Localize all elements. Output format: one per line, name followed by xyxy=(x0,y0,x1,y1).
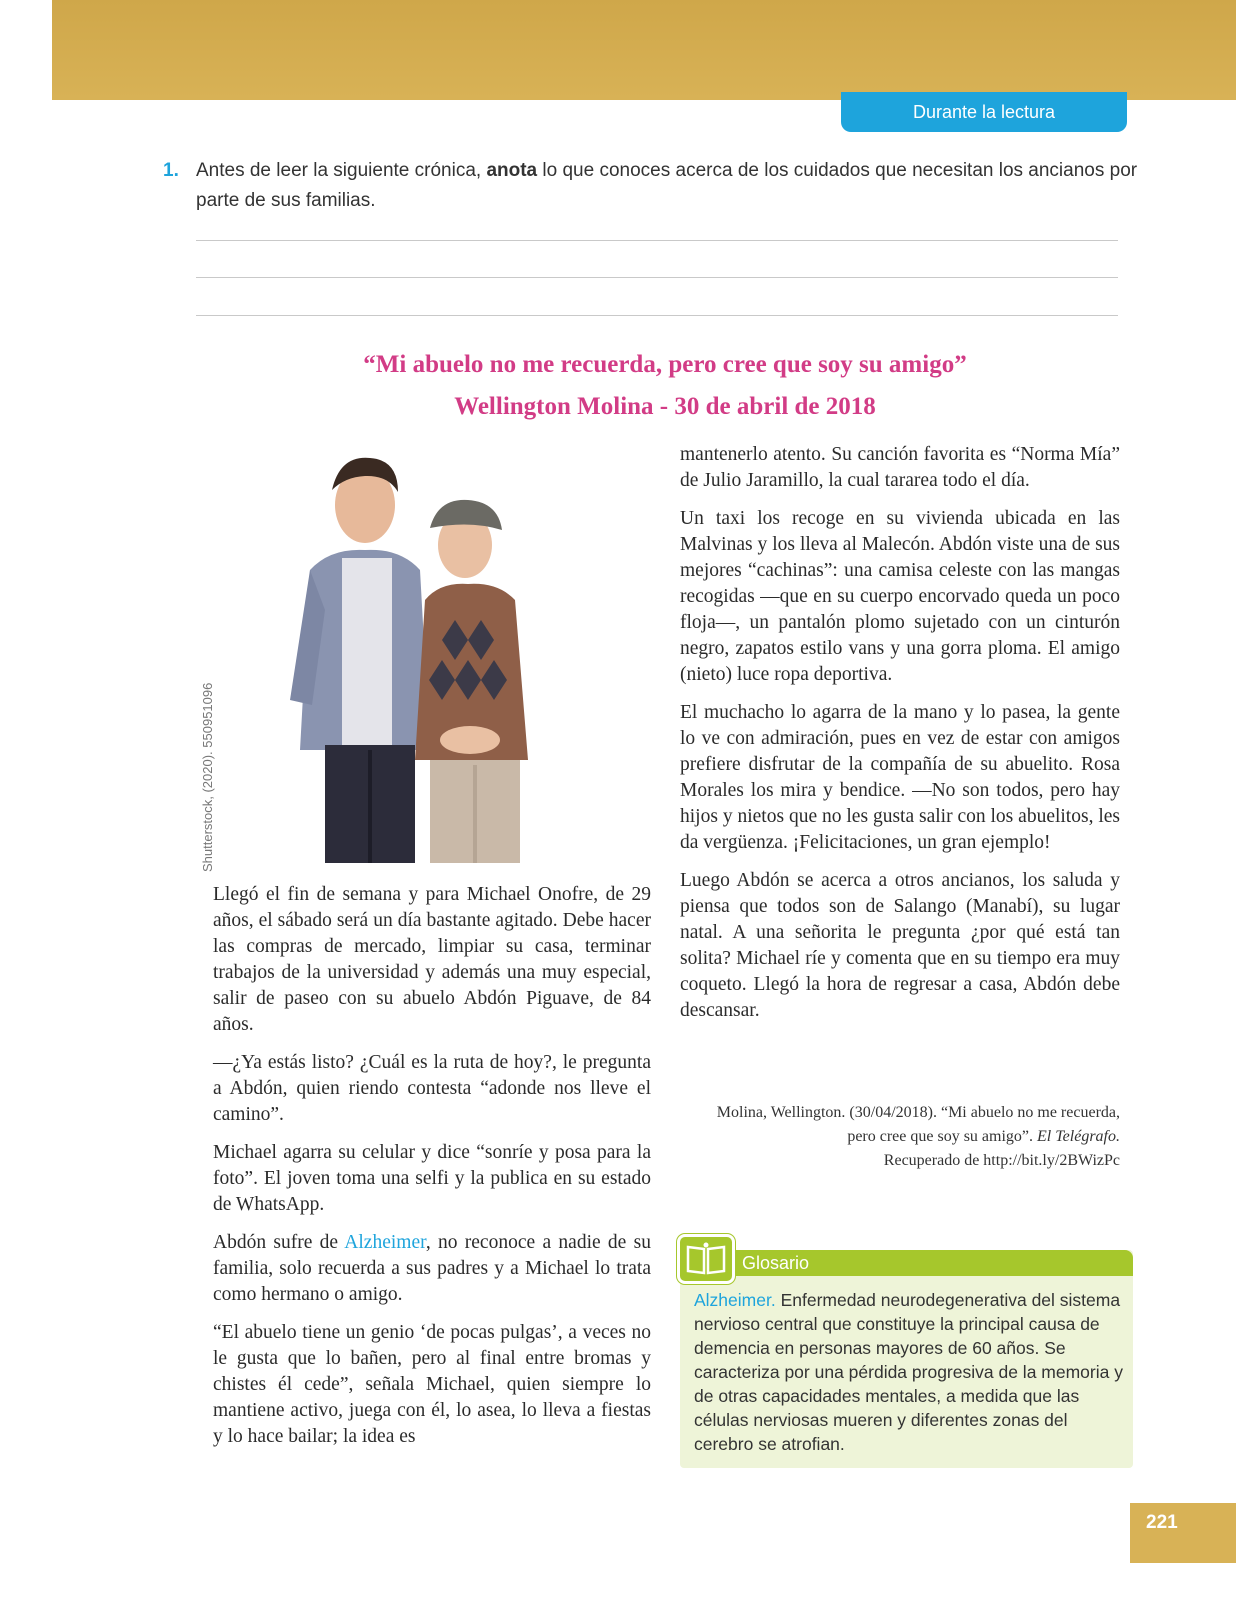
citation-source: El Telégrafo. xyxy=(1037,1128,1120,1145)
question-text xyxy=(196,156,1143,216)
paragraph: —¿Ya estás listo? ¿Cuál es la ruta de hoy?, le pregunta a Abdón, quien riendo contesta “adonde nos lleve el camino”. xyxy=(213,1052,651,1125)
paragraph: Luego Abdón se acerca a otros ancianos, los saluda y piensa que todos son de Salango (Manabí), su lugar natal. A una señorita le pregunta ¿por qué está tan solita? Michael ríe y comenta que en su tiempo era muy coqueto. Llegó la hora de regresar a casa, Abdón debe descansar. xyxy=(680,870,1120,1021)
book-info-icon xyxy=(677,1234,735,1284)
paragraph: mantenerlo atento. Su canción favorita es “Norma Mía” de Julio Jaramillo, la cual tararea todo el día. xyxy=(680,444,1120,491)
citation-text: Molina, Wellington. (30/04/2018). “Mi abuelo no me recuerda, pero cree que soy su amigo”. xyxy=(716,1104,1120,1145)
question-text-after: lo que conoces acerca de los cuidados que necesitan los ancianos por parte de sus familias. xyxy=(196,160,1138,211)
question-1 xyxy=(163,156,1143,216)
paragraph-text: , no reconoce a nadie de su familia, solo recuerda a sus padres y a Michael lo trata como hermano o amigo. xyxy=(213,1232,651,1305)
paragraph xyxy=(213,1230,651,1308)
page-number: 221 xyxy=(1146,1512,1178,1533)
glossary-box xyxy=(680,1250,1133,1468)
article-right-column xyxy=(680,442,1120,1036)
article-byline: Wellington Molina - 30 de abril de 2018 xyxy=(454,393,876,420)
top-header-band xyxy=(52,0,1236,100)
question-keyword: anota xyxy=(486,160,538,181)
question-number: 1. xyxy=(163,160,179,181)
article-citation xyxy=(700,1101,1120,1173)
glossary-definition-text: Enfermedad neurodegenerativa del sistema nervioso central que constituye la principal causa de demencia en personas mayores de 60 años. Se caracteriza por una pérdida progresiva de la memoria y de otras capacidades mentales, a medida que las células nerviosas mueren y diferentes zonas del cerebro se atrofian. xyxy=(694,1290,1123,1454)
glossary-term: Alzheimer. xyxy=(694,1290,776,1310)
paragraph: El muchacho lo agarra de la mano y lo pasea, la gente lo ve con admiración, pues en vez de estar con amigos prefiere disfrutar de la compañía de su abuelito. Rosa Morales los mira y bendice. —No son todos, pero hay hijos y nietos que no les gusta salir con los abuelitos, les da vergüenza. ¡Felicitaciones, un gran ejemplo! xyxy=(680,702,1120,853)
photo-credit: Shutterstock, (2020). 550951096 xyxy=(200,682,215,872)
paragraph: Llegó el fin de semana y para Michael Onofre, de 29 años, el sábado será un día bastante agitado. Debe hacer las compras de mercado, limpiar su casa, terminar trabajos de la universidad y además una muy especial, salir de paseo con su abuelo Abdón Piguave, de 84 años. xyxy=(213,884,651,1035)
article-left-column xyxy=(213,882,651,1462)
glossary-header xyxy=(680,1250,1133,1276)
answer-line[interactable] xyxy=(196,315,1118,316)
paragraph: Un taxi los recoge en su vivienda ubicada en las Malvinas y los lleva al Malecón. Abdón viste una de sus mejores “cachinas”: una camisa celeste con las mangas recogidas —que en su cuerpo encorvado queda un poco floja—, un pantalón plomo sujetado con un cinturón negro, zapatos estilo vans y una gorra ploma. El amigo (nieto) luce ropa deportiva. xyxy=(680,508,1120,685)
article-title: “Mi abuelo no me recuerda, pero cree que soy su amigo” xyxy=(363,351,967,378)
glossary-heading: Glosario xyxy=(742,1253,810,1273)
paragraph: Michael agarra su celular y dice “sonríe y posa para la foto”. El joven toma una selfi y la publica en su estado de WhatsApp. xyxy=(213,1142,651,1215)
photo-grandson-and-grandfather xyxy=(270,450,560,865)
paragraph: “El abuelo tiene un genio ‘de pocas pulgas’, a veces no le gusta que lo bañen, pero al final entre bromas y chistes él cede”, señala Michael, quien siempre lo mantiene activo, juega con él, lo asea, lo lleva a fiestas y lo hace bailar; la idea es xyxy=(213,1322,651,1447)
glossary-definition xyxy=(694,1288,1124,1456)
photo-illustration xyxy=(270,450,560,865)
answer-line[interactable] xyxy=(196,277,1118,278)
citation-url: Recuperado de http://bit.ly/2BWizPc xyxy=(883,1152,1120,1169)
question-text-before: Antes de leer la siguiente crónica, xyxy=(196,160,487,181)
section-tab: Durante la lectura xyxy=(841,92,1127,132)
book-info-icon-graphic xyxy=(680,1237,732,1281)
paragraph-text: Abdón sufre de xyxy=(213,1232,345,1253)
glossary-link-alzheimer[interactable]: Alzheimer xyxy=(344,1232,426,1253)
answer-line[interactable] xyxy=(196,240,1118,241)
